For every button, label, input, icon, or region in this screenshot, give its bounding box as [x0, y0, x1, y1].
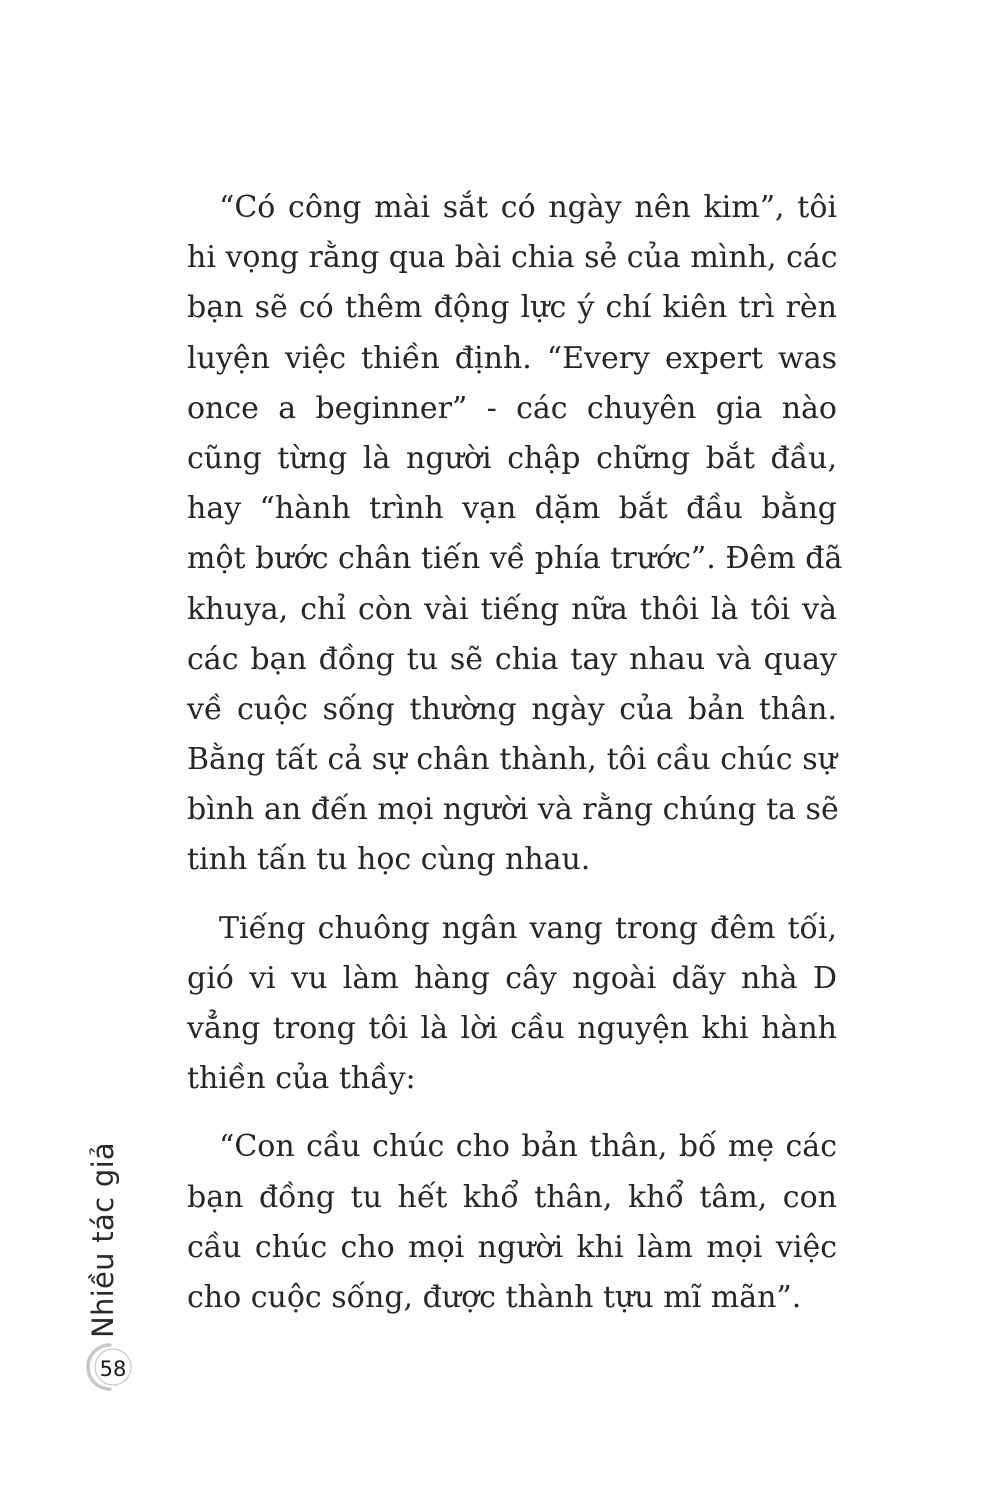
text-line: hi vọng rằng qua bài chia sẻ của mình, các [187, 240, 838, 276]
text-line: tinh tấn tu học cùng nhau. [187, 842, 591, 878]
text-line: Tiếng chuông ngân vang trong đêm tối, [219, 910, 837, 946]
page-number-badge [84, 1341, 136, 1393]
paragraph-gap [187, 1104, 837, 1122]
text-line: “Con cầu chúc cho bản thân, bố mẹ các [219, 1129, 837, 1165]
text-line: khuya, chỉ còn vài tiếng nữa thôi là tôi và [187, 591, 837, 627]
text-line: vẳng trong tôi là lời cầu nguyện khi hành [187, 1011, 837, 1046]
text-line: các bạn đồng tu sẽ chia tay nhau và quay [187, 641, 837, 677]
text-line: bình an đến mọi người và rằng chúng ta sẽ [187, 792, 839, 828]
text-line: Bằng tất cả sự chân thành, tôi cầu chúc sự [187, 742, 837, 778]
text-line: cũng từng là người chập chững bắt đầu, [187, 440, 837, 476]
author-label: Nhiều tác giả [86, 1141, 120, 1339]
text-line: bạn đồng tu hết khổ thân, khổ tâm, con [187, 1179, 837, 1215]
text-line: cầu chúc cho mọi người khi làm mọi việc [187, 1229, 837, 1265]
page-number: 58 [99, 1357, 127, 1381]
paragraph-3 [187, 1122, 837, 1323]
paragraph-2 [187, 904, 837, 1105]
text-line: once a beginner” - các chuyên gia nào [187, 390, 837, 426]
body-text [187, 183, 843, 1323]
text-line: về cuộc sống thường ngày của bản thân. [187, 691, 837, 727]
text-line: “Có công mài sắt có ngày nên kim”, tôi [219, 190, 837, 225]
running-header-author [73, 1141, 133, 1339]
text-line: hay “hành trình vạn dặm bắt đầu bằng [187, 491, 837, 527]
text-line: thiền của thầy: [187, 1061, 416, 1097]
text-line: bạn sẽ có thêm động lực ý chí kiên trì rèn [187, 290, 837, 326]
paragraph-gap [187, 886, 837, 904]
text-line: cho cuộc sống, được thành tựu mĩ mãn”. [187, 1279, 802, 1315]
text-line: một bước chân tiến về phía trước”. Đêm đã [187, 541, 843, 577]
paragraph-1 [187, 183, 843, 886]
text-line: luyện việc thiền định. “Every expert was [187, 340, 837, 376]
text-line: gió vi vu làm hàng cây ngoài dãy nhà D [187, 960, 837, 996]
